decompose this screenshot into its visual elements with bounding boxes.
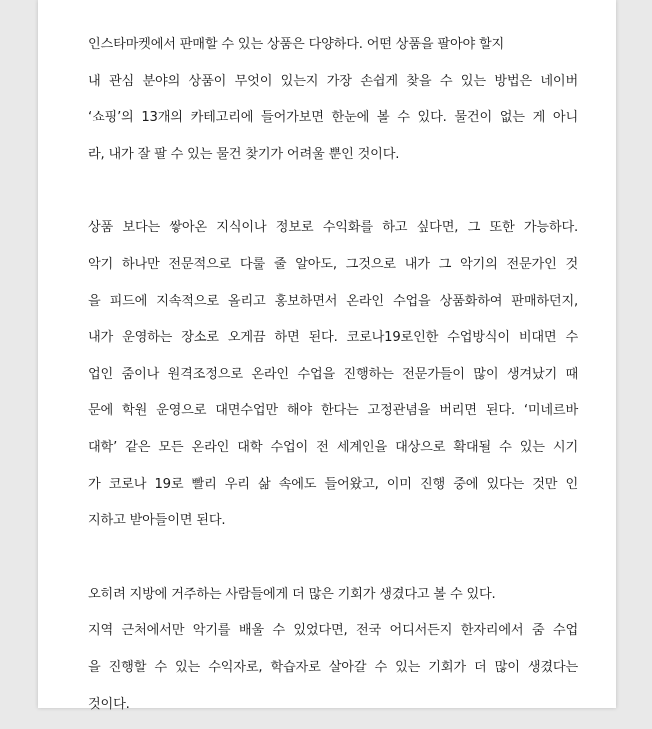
text-line: 문에 학원 운영으로 대면수업만 해야 한다는 고정관념을 버리면 된다. ‘미네르바 [88,399,578,436]
text-line: 상품 보다는 쌓아온 지식이나 정보로 수익화를 하고 싶다면, 그 또한 가능하다. [88,216,578,253]
text-line: 가 코로나 19로 빨리 우리 삶 속에도 들어왔고, 이미 진행 중에 있다는 것만 인 [88,473,578,510]
text-line: ‘쇼핑’의 13개의 카테고리에 들어가보면 한눈에 볼 수 있다. 물건이 없는 게 아니 [88,106,578,143]
text-line: 것이다. [88,693,578,729]
document-body [88,33,578,729]
text-line: 을 진행할 수 있는 수익자로, 학습자로 살아갈 수 있는 기회가 더 많이 생겼다는 [88,656,578,693]
paragraph-gap [88,546,578,583]
paragraph-1 [88,33,578,179]
text-line: 내 관심 분야의 상품이 무엇이 있는지 가장 손쉽게 찾을 수 있는 방법은 네이버 [88,70,578,107]
text-line: 오히려 지방에 거주하는 사람들에게 더 많은 기회가 생겼다고 볼 수 있다. [88,583,578,620]
text-line: 인스타마켓에서 판매할 수 있는 상품은 다양하다. 어떤 상품을 팔아야 할지 [88,33,578,70]
text-line: 악기 하나만 전문적으로 다룰 줄 알아도, 그것으로 내가 그 악기의 전문가인 것 [88,253,578,290]
text-line: 업인 줌이나 원격조정으로 온라인 수업을 진행하는 전문가들이 많이 생겨났기 때 [88,363,578,400]
paragraph-gap [88,179,578,216]
text-line: 내가 운영하는 장소로 오게끔 하면 된다. 코로나19로인한 수업방식이 비대면 수 [88,326,578,363]
text-line: 을 피드에 지속적으로 올리고 홍보하면서 온라인 수업을 상품화하여 판매하던지, [88,290,578,327]
paragraph-2 [88,216,578,545]
text-line: 지하고 받아들이면 된다. [88,509,578,546]
text-line: 대학’ 같은 모든 온라인 대학 수업이 전 세계인을 대상으로 확대될 수 있는 시기 [88,436,578,473]
text-line: 라, 내가 잘 팔 수 있는 물건 찾기가 어려울 뿐인 것이다. [88,143,578,180]
paragraph-3 [88,583,578,729]
document-page [38,0,616,708]
text-line: 지역 근처에서만 악기를 배울 수 있었다면, 전국 어디서든지 한자리에서 줌 수업 [88,619,578,656]
